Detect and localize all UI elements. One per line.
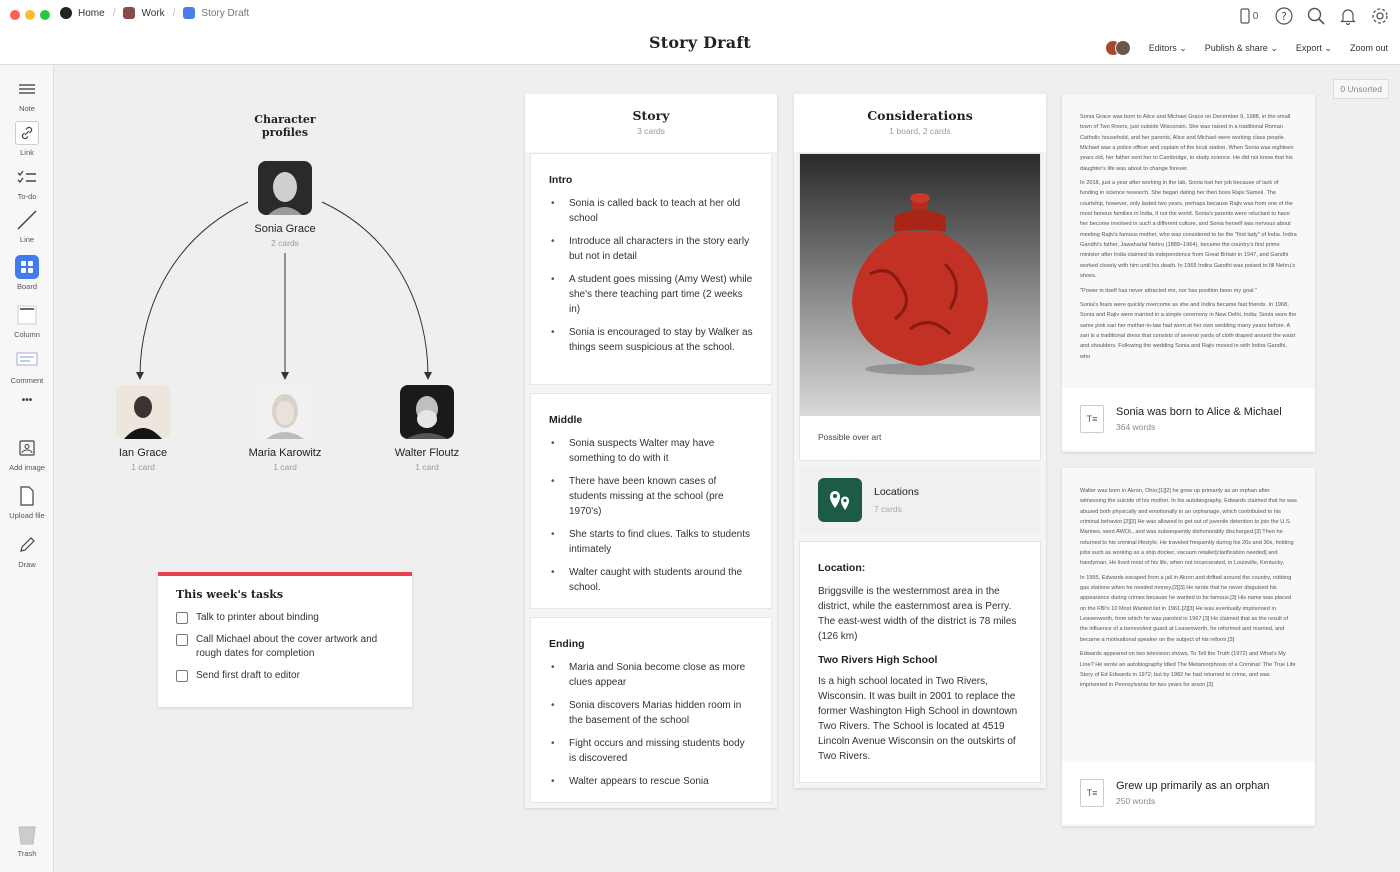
publish-label: Publish & share [1204, 42, 1268, 53]
svg-text:?: ? [1281, 10, 1287, 23]
help-icon [1275, 7, 1293, 25]
vase-illustration [800, 154, 1040, 416]
task-item [176, 611, 394, 626]
column-count: 3 cards [637, 126, 665, 136]
tool-label: Note [19, 104, 35, 113]
breadcrumb-label: Story Draft [201, 7, 250, 19]
card-heading: Ending [549, 638, 585, 650]
task-label: Send first draft to editor [196, 669, 300, 681]
card-list [551, 196, 753, 355]
column-title: Considerations [867, 108, 973, 123]
card-heading: Location: [818, 562, 866, 574]
toolbar-sidebar [0, 65, 54, 872]
story-ending-card[interactable] [531, 618, 771, 802]
document-word-count: 250 words [1116, 796, 1156, 806]
considerations-column[interactable] [794, 94, 1046, 788]
map-pin-icon [818, 478, 862, 522]
note-icon [15, 77, 39, 101]
phone-icon [1240, 8, 1250, 24]
file-icon [15, 484, 39, 508]
list-item: • There have been known cases of students missing at the school (pre 1970's) [551, 474, 753, 519]
avatar [258, 161, 312, 215]
unsorted-badge[interactable]: 0 Unsorted [1333, 79, 1389, 99]
breadcrumb-home[interactable] [60, 7, 105, 19]
profile-name: Sonia Grace [254, 223, 316, 235]
top-icons [1236, 6, 1390, 26]
list-item: • Walter caught with students around the school. [551, 565, 753, 595]
task-label: Call Michael about the cover artwork and rough dates for completion [196, 633, 378, 659]
bell-icon [1339, 7, 1357, 25]
settings-button[interactable] [1370, 6, 1390, 26]
tool-label: Upload file [9, 511, 45, 520]
profile-name: Walter Floutz [394, 447, 460, 459]
zoom-out-button[interactable]: Zoom out [1349, 43, 1388, 53]
list-item: • Sonia discovers Marias hidden room in the basement of the school [551, 698, 753, 728]
tool-upload-file[interactable] [0, 484, 54, 520]
chevron-down-icon: ⌄ [1179, 42, 1187, 53]
column-title: Story [632, 108, 670, 123]
document-title: Sonia was born to Alice & Michael [1116, 406, 1282, 418]
tool-todo[interactable] [0, 165, 54, 201]
image-caption: Possible over art [818, 432, 882, 442]
card-list [551, 436, 753, 595]
profile-maria-karowitz[interactable] [230, 385, 340, 472]
tool-label: Comment [10, 376, 44, 385]
tool-label: Link [20, 148, 34, 157]
document-icon: T≡ [1080, 779, 1104, 807]
phone-count: 0 [1252, 10, 1259, 22]
close-window-button[interactable] [10, 10, 20, 20]
editors-avatars[interactable] [1105, 40, 1131, 56]
document-paragraph: In 1955, Edwards escaped from a jail in Akron and drifted around the country, robbing gas stations when he needed money.[2][3] He wrote that he never disguised his appearance during crimes because he wanted to be famous.[3] His name was placed on the FBI's 10 Most Wanted list in 1961.[2][3] He was eventually imprisoned in Leavenworth, from which he was paroled in 1967.[3] He claimed that as the result of the influence of a benevolent guard at Leavenworth, he reformed and married, and became a motivational speaker on the subject of his reform.[3] [1080, 574, 1292, 643]
document-card-sonia[interactable] [1062, 94, 1315, 452]
cover-art-image [800, 154, 1040, 416]
card-paragraph: Briggsville is the westernmost area in the district, while the easternmost area is Perry. The east-west width of the district is 78 miles (126 km) [818, 586, 1017, 642]
document-paragraph: Walter was born in Akron, Ohio;[1][2] he grew up primarily as an orphan after witnessing the suicide of his mother. In his autobiography, Edwards claimed that he was abused both physically and emotionally in an orphanage, which contributed to his criminal behavior.[2][3] He was allowed to get out of juvenile detention to join the U.S. Marines, went AWOL, and was subsequently dishonorably discharged.[3] Then he returned to his criminal lifestyle. He traveled frequently during his 20s and 30s, holding jobs such as working as a ship docker, vacuum retailer[clarification needed] and handyman. He lived most of his life, when not incarcerated, in Louisville, Kentucky. [1080, 488, 1297, 567]
task-label: Talk to printer about binding [196, 612, 319, 623]
location-card[interactable] [800, 542, 1040, 782]
story-intro-card[interactable] [531, 154, 771, 384]
locations-label: Locations [874, 486, 919, 498]
breadcrumb-separator: / [172, 7, 176, 19]
list-item: • Sonia is called back to teach at her old school [551, 196, 753, 226]
document-title[interactable]: Story Draft [648, 33, 752, 52]
locations-board[interactable] [800, 466, 1040, 534]
story-middle-card[interactable] [531, 394, 771, 608]
tool-board[interactable] [0, 255, 54, 291]
document-paragraph: "Power in itself has never attracted me, nor has position been my goal." [1080, 287, 1257, 294]
document-footer [1062, 762, 1315, 824]
home-icon [60, 7, 72, 19]
tool-line[interactable] [0, 208, 54, 244]
card-list [551, 660, 753, 789]
list-item: • She starts to find clues. Talks to students intimately [551, 527, 753, 557]
avatar [258, 385, 312, 439]
card-heading: Intro [549, 174, 573, 186]
image-icon [15, 436, 39, 460]
tool-comment[interactable] [0, 349, 54, 385]
tasks-title: This week's tasks [176, 588, 284, 601]
column-header [794, 94, 1046, 152]
column-count: 1 board, 2 cards [889, 126, 951, 136]
list-item: • Fight occurs and missing students body is discovered [551, 736, 753, 766]
column-header [525, 94, 777, 152]
avatar [1115, 40, 1131, 56]
publish-share-menu[interactable] [1205, 43, 1278, 54]
card-heading: Middle [549, 414, 583, 426]
line-icon [15, 208, 39, 232]
document-card-walter[interactable] [1062, 468, 1315, 826]
task-checkbox[interactable] [176, 634, 188, 646]
tool-label: Column [14, 330, 40, 339]
tool-add-image[interactable] [0, 436, 54, 472]
tool-label: Add image [9, 463, 45, 472]
link-icon [15, 121, 39, 145]
profile-name: Maria Karowitz [248, 447, 322, 459]
tool-link[interactable] [0, 121, 54, 157]
pencil-icon [15, 533, 39, 557]
export-menu[interactable] [1296, 43, 1332, 54]
tool-column[interactable] [0, 303, 54, 339]
tool-label: Board [16, 282, 37, 291]
board-color-icon [123, 7, 135, 19]
list-item: • Introduce all characters in the story early but not in detail [551, 234, 753, 264]
list-item: • A student goes missing (Amy West) while she's there teaching part time (2 weeks in) [551, 272, 753, 317]
task-checkbox[interactable] [176, 612, 188, 624]
help-button[interactable] [1274, 6, 1294, 26]
breadcrumb-story-draft[interactable] [183, 7, 249, 19]
list-item: • Maria and Sonia become close as more clues appear [551, 660, 753, 690]
search-icon [1307, 7, 1325, 25]
profile-count: 1 card [131, 462, 155, 472]
story-column[interactable] [525, 94, 777, 808]
tool-label: Line [19, 235, 35, 244]
character-profiles-heading[interactable]: Character profiles [254, 113, 316, 139]
avatar [400, 385, 454, 439]
more-tools-button[interactable] [0, 395, 54, 406]
tool-label: Draw [18, 560, 36, 569]
profile-sonia-grace[interactable] [230, 161, 340, 248]
list-item: • Sonia suspects Walter may have something to do with it [551, 436, 753, 466]
locations-count: 7 cards [874, 504, 902, 514]
document-icon: T≡ [1080, 405, 1104, 433]
card-paragraph: Is a high school located in Two Rivers, Wisconsin. It was built in 2001 to replace the former Washington High School in downtown Two Rivers. The School is located at 4519 Lincoln Avenue Wisconsin on the outskirts of Two Rivers. [818, 676, 1018, 762]
top-menu [1105, 40, 1388, 56]
profile-walter-floutz[interactable] [372, 385, 482, 472]
profile-count: 1 card [415, 462, 439, 472]
editors-label: Editors [1148, 42, 1177, 53]
task-item [176, 669, 394, 684]
document-title: Grew up primarily as an orphan [1116, 780, 1270, 792]
image-card[interactable] [800, 154, 1040, 460]
list-item: • Sonia is encouraged to stay by Walker as things seem suspicious at the school. [551, 325, 753, 355]
tool-note[interactable] [0, 77, 54, 113]
document-footer [1062, 388, 1315, 450]
column-icon [15, 303, 39, 327]
profile-count: 2 cards [271, 238, 299, 248]
chevron-down-icon: ⌄ [1324, 42, 1332, 53]
board-icon [15, 255, 39, 279]
breadcrumb-label: Work [141, 7, 165, 19]
task-checkbox[interactable] [176, 670, 188, 682]
tool-trash[interactable] [0, 822, 54, 858]
notifications-button[interactable] [1338, 6, 1358, 26]
breadcrumb-label: Home [78, 7, 105, 19]
document-paragraph: Sonia Grace was born to Alice and Michael Grace on December 9, 1988, in the small town of Two Rivers, just outside Wisconsin. She was raised in a traditional Roman Catholic household, and her parents, Alice and Michael were working class people. Michael was a police officer and captain of the local station. When Sonia was eighteen years old, her father sent her to Cambridge, to study science. He did not know that his daughter's life was about to change forever. [1080, 114, 1294, 172]
list-item: • Walter appears to rescue Sonia [551, 774, 753, 789]
board-canvas[interactable] [55, 66, 1400, 872]
profile-name: Ian Grace [118, 447, 168, 459]
gear-icon [1371, 7, 1389, 25]
top-bar [0, 0, 1400, 65]
board-color-icon [183, 7, 195, 19]
trash-icon [15, 822, 39, 846]
todo-icon [15, 165, 39, 189]
document-paragraph: In 2018, just a year after working in the lab, Sonia lost her job because of lack of funding in science research. She began dating her then boss Rajiv Samek. The courtship, however, only lasted two years, perhaps because Rajiv was from one of the most famous families in India, if not the world. Sonia's parents were reluctant to have her become involved in such a different culture, and Sonia herself was nervous about meeting Rajiv's famous mother, who was considered to be the "first lady" of India. Indira Gandhi's father, Jawaharlal Nehru (1889–1964), became the country's first prime minister after India claimed its independence from Great Britain in 1947, and Gandhi worked closely with him until his death. In 1965 Indira Gandhi was poised to fill Nehru's shoes. [1080, 180, 1297, 280]
comment-icon [15, 349, 39, 373]
profile-count: 1 card [273, 462, 297, 472]
tool-draw[interactable] [0, 533, 54, 569]
document-preview [1062, 94, 1315, 386]
chevron-down-icon: ⌄ [1270, 42, 1278, 53]
card-subheading: Two Rivers High School [818, 654, 938, 666]
breadcrumb-work[interactable] [123, 7, 164, 19]
editors-menu[interactable] [1149, 43, 1187, 54]
tool-label: To-do [17, 192, 37, 201]
export-label: Export [1295, 42, 1322, 53]
tasks-card[interactable] [158, 572, 412, 707]
document-paragraph: Sonia's fears were quickly overcome as she and Indira became fast friends. In 1968, Sonia and Rajiv were married in a simple ceremony in New Delhi, India; Sonia wore the same pink sari her mother-in-law had worn at her own wedding many years before. A sari is a traditional dress that consists of several yards of cloth draped around the waist and shoulders. Following the wedding Sonia and Rajiv moved in with Indira Gandhi, who [1080, 301, 1297, 360]
minimize-window-button[interactable] [25, 10, 35, 20]
profile-ian-grace[interactable] [88, 385, 198, 472]
zoom-window-button[interactable] [40, 10, 50, 20]
breadcrumb-separator: / [112, 7, 116, 19]
device-sync-button[interactable] [1236, 6, 1262, 26]
tool-label: Trash [17, 849, 37, 858]
document-preview [1062, 468, 1315, 760]
more-icon: ••• [21, 395, 33, 406]
avatar [116, 385, 170, 439]
breadcrumb [60, 7, 249, 19]
document-word-count: 364 words [1116, 422, 1156, 432]
document-paragraph: Edwards appeared on two television shows, To Tell the Truth (1972) and What's My Line? He wrote an autobiography titled The Metamorphosis of a Criminal: The True Life Story of Ed Edwards in 1972; but by 1982 he had returned to crime, and was imprisoned in Pennsylvania for two years for arson.[3] [1080, 651, 1296, 689]
search-button[interactable] [1306, 6, 1326, 26]
task-item [176, 633, 394, 662]
